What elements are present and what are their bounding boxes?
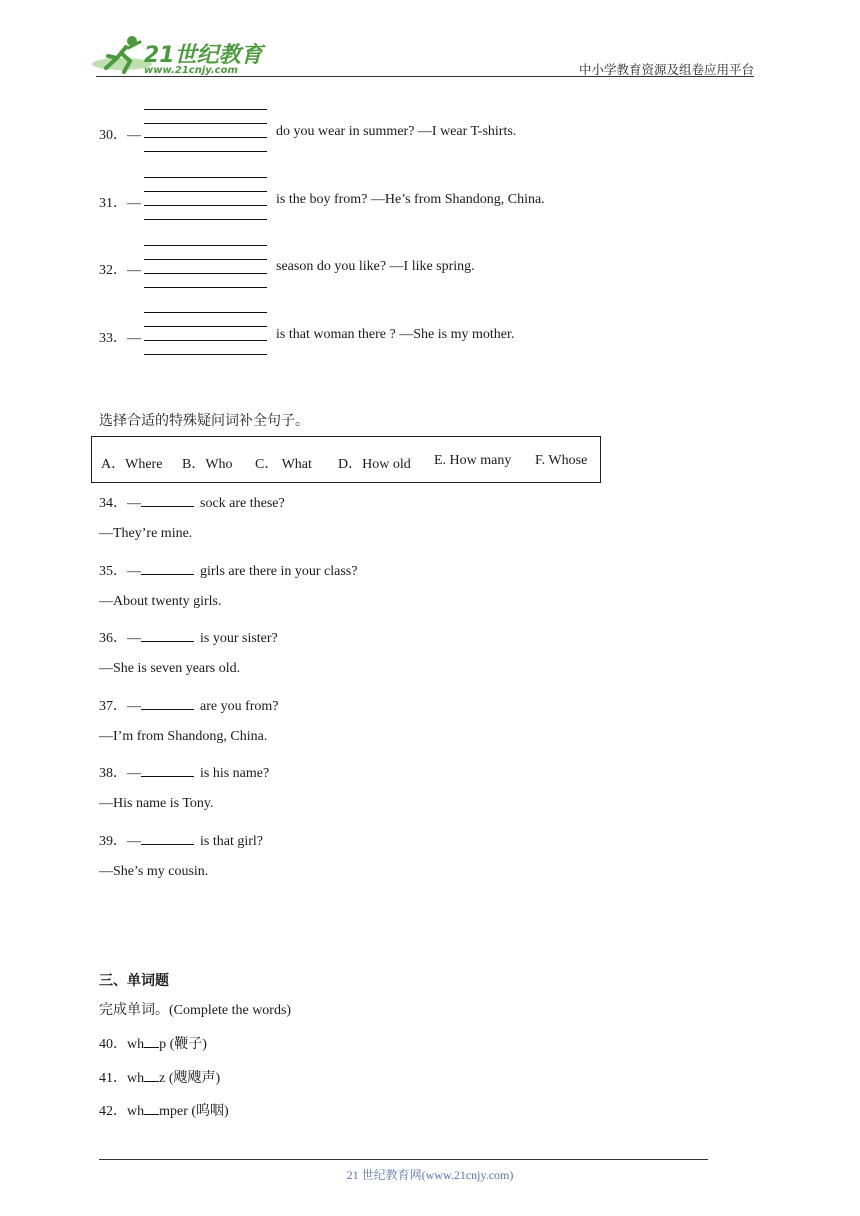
word-prefix: 40．wh (99, 1037, 145, 1052)
answer-blank[interactable] (141, 696, 194, 710)
question-38 (99, 762, 269, 782)
answer-blank[interactable] (141, 763, 194, 777)
answer-blank[interactable] (141, 628, 194, 642)
question-number: 35．— (99, 564, 141, 579)
word-item-40 (99, 1033, 207, 1053)
letter-blank[interactable] (144, 1068, 159, 1082)
question-number: 37．— (99, 699, 141, 714)
question-text: season do you like? —I like spring. (276, 259, 475, 274)
question-text: is the boy from? —He’s from Shandong, China. (276, 192, 545, 207)
answer-blank[interactable] (141, 831, 194, 845)
option-c: C． What (255, 457, 312, 472)
logo-url: www.21cnjy.com (144, 65, 238, 76)
answer-blank[interactable] (141, 561, 194, 575)
question-prompt: sock are these? (200, 496, 285, 511)
question-prompt: are you from? (200, 699, 279, 714)
question-number: 33．— (99, 331, 141, 346)
answer-blank-group[interactable] (144, 177, 267, 233)
question-34 (99, 492, 285, 512)
question-39 (99, 830, 263, 850)
question-prompt: is that girl? (200, 834, 263, 849)
question-text: is that woman there ? —She is my mother. (276, 327, 515, 342)
answer-blank-group[interactable] (144, 109, 267, 165)
question-answer: —About twenty girls. (99, 594, 222, 609)
question-prompt: girls are there in your class? (200, 564, 358, 579)
question-number: 32．— (99, 263, 141, 278)
logo-text: 21世纪教育 (144, 43, 263, 68)
word-item-41 (99, 1067, 220, 1087)
question-answer: —I’m from Shandong, China. (99, 729, 268, 744)
question-number: 31．— (99, 196, 141, 211)
question-36 (99, 627, 278, 647)
footer-link[interactable]: 21 世纪教育网(www.21cnjy.com) (346, 1168, 514, 1182)
word-rest: p (鞭子) (159, 1037, 207, 1052)
question-answer: —She is seven years old. (99, 661, 241, 676)
word-rest: mper (呜咽) (159, 1104, 229, 1119)
option-d: D．How old (338, 457, 411, 472)
word-prefix: 42．wh (99, 1104, 145, 1119)
question-prompt: is your sister? (200, 631, 278, 646)
question-answer: —His name is Tony. (99, 796, 214, 811)
options-box (91, 436, 601, 483)
option-f: F. Whose (535, 453, 588, 468)
footer-divider (99, 1159, 708, 1160)
question-prompt: is his name? (200, 766, 270, 781)
header-divider (96, 76, 754, 77)
letter-blank[interactable] (144, 1034, 159, 1048)
site-logo (92, 34, 262, 78)
question-number: 36．— (99, 631, 141, 646)
header-platform-name: 中小学教育资源及组卷应用平台 (578, 63, 754, 77)
question-35 (99, 560, 357, 580)
section-instruction: 完成单词。(Complete the words) (99, 1003, 292, 1018)
question-answer: —She’s my cousin. (99, 864, 209, 879)
question-number: 38．— (99, 766, 141, 781)
section-instruction: 选择合适的特殊疑问词补全句子。 (99, 414, 309, 429)
question-number: 39．— (99, 834, 141, 849)
question-37 (99, 695, 279, 715)
word-prefix: 41．wh (99, 1071, 145, 1086)
answer-blank-group[interactable] (144, 245, 267, 301)
word-rest: z (飕飕声) (159, 1071, 221, 1086)
question-answer: —They’re mine. (99, 526, 193, 541)
answer-blank[interactable] (141, 493, 194, 507)
question-text: do you wear in summer? —I wear T-shirts. (276, 124, 517, 139)
section-title: 三、单词题 (99, 974, 169, 989)
question-number: 34．— (99, 496, 141, 511)
option-e: E. How many (434, 453, 512, 468)
question-number: 30．— (99, 128, 141, 143)
answer-blank-group[interactable] (144, 312, 267, 368)
word-item-42 (99, 1100, 229, 1120)
option-a: A．Where (101, 457, 163, 472)
letter-blank[interactable] (144, 1101, 159, 1115)
option-b: B．Who (182, 457, 233, 472)
